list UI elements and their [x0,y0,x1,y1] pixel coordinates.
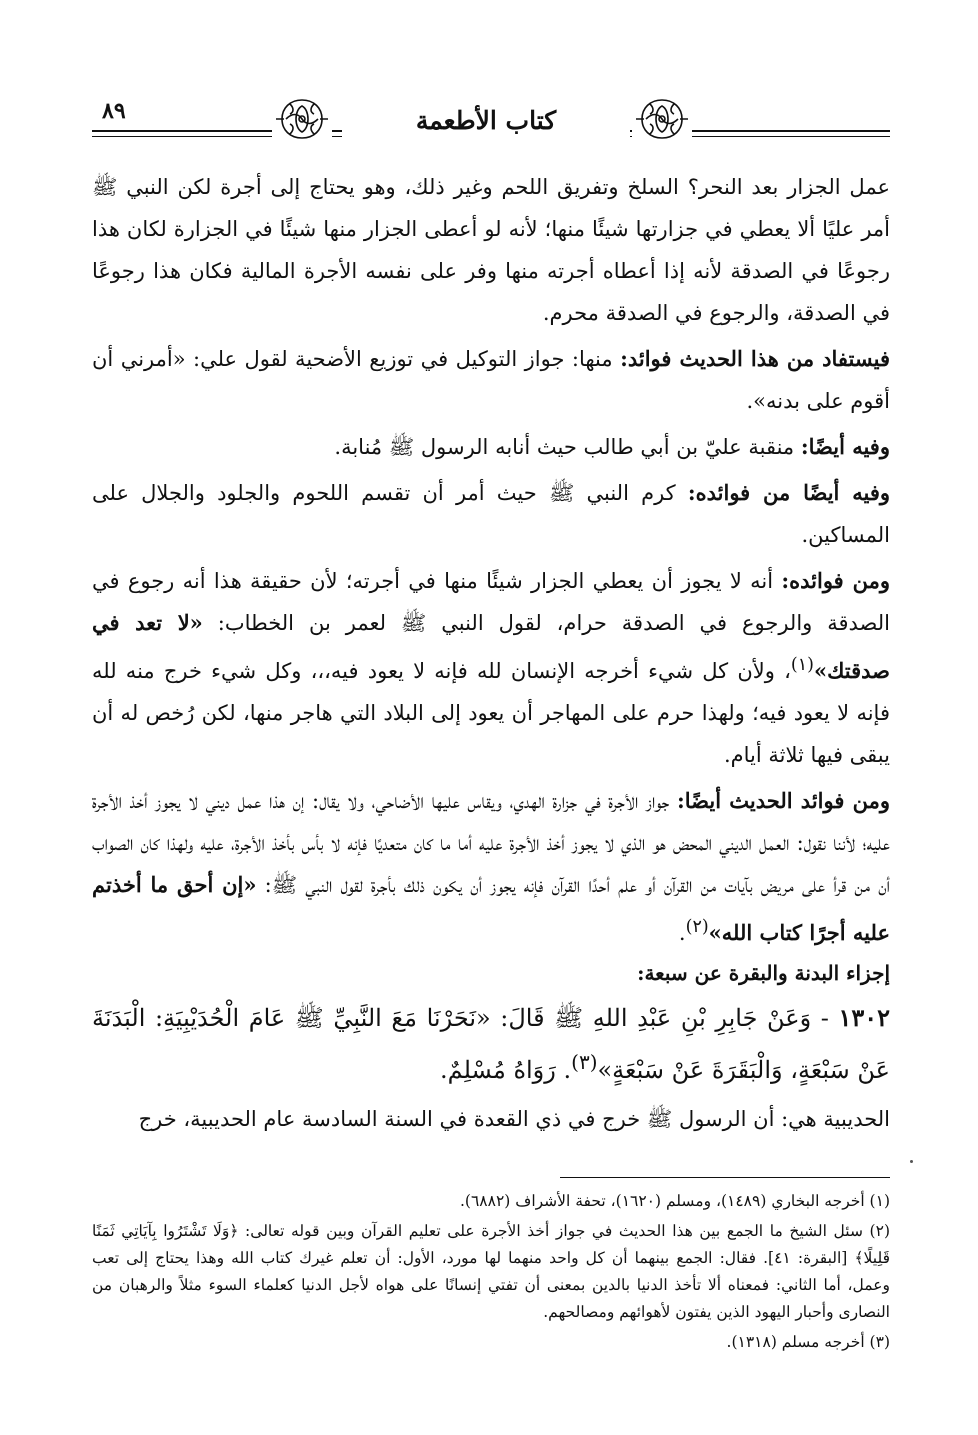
paragraph-6-end: . [678,921,686,945]
hadith-text: - وَعَنْ جَابِرِ بْنِ عَبْدِ اللهِ ﷺ قَالَ: «نَحَرْنَا مَعَ النَّبِيِّ ﷺ عَامَ الْحُدَيْبِيَةِ: الْبَدَنَةَ عَنْ سَبْعَةٍ، وَالْبَقَرَةَ عَنْ سَبْعَةٍ» [92,1004,890,1084]
hadith-1302 [92,996,890,1092]
section-heading: إجزاء البدنة والبقرة عن سبعة: [637,961,890,985]
paragraph-3 [92,426,890,468]
footnote-1: (١) أخرجه البخاري (١٤٨٩)، ومسلم (١٦٢٠)، تحفة الأشراف (٦٨٨٢). [459,1192,890,1210]
paragraph-4 [92,472,890,556]
paragraph-7: الحديبية هي: أن الرسول ﷺ خرج في ذي القعدة في السنة السادسة عام الحديبية، خرج [138,1107,890,1131]
paragraph-1: عمل الجزار بعد النحر؟ السلخ وتفريق اللحم وغير ذلك، وهو يحتاج إلى أجرة لكن النبي ﷺ أمر عليًا ألا يعطي في جزارتها شيئًا منها؛ لأنه لو أعطى الجزار منها شيئًا في الجزارة لكان هذا رجوعًا في الصدقة لأنه إذا أعطاه أجرته منها وفر على نفسه الأجرة المالية فكان هذا رجوعًا في الصدقة، والرجوع في الصدقة محرم. [92,175,890,325]
paragraph-6-lead: ومن فوائد الحديث أيضًا: [677,788,891,813]
ornament-right-icon [632,94,692,144]
paragraph-4-text: كرم النبي ﷺ حيث أمر أن تقسم اللحوم والجلود والجلال على المساكين. [92,481,890,547]
paragraph-5-rest: ، ولأن كل شيء أخرجه الإنسان لله فإنه لا يعود فيه،،، وكل شيء خرج منه لله فإنه لا يعود فيه؛ ولهذا حرم على المهاجر أن يعود إلى البلاد التي هاجر منها، لكن رُخص له أن يبقى فيها ثلاثة أيام. [92,659,890,767]
paragraph-2-lead: فيستفاد من هذا الحديث فوائد: [620,346,890,371]
main-text [92,166,890,1140]
page-number: ٨٩ [102,98,126,124]
footnote-ref-1: (١) [790,655,814,675]
paragraph-5 [92,560,890,776]
paragraph-2-text: منها: جواز التوكيل في توزيع الأضحية لقول علي: «أمرني أن أقوم على بدنه». [92,347,890,413]
ornament-left-icon [272,94,332,144]
quote-ahaqq: «إن أحق ما أخذتم عليه أجرًا كتاب الله» [92,872,890,945]
footnote-2: (٢) سئل الشيخ ما الجمع بين هذا الحديث في جواز أخذ الأجرة على تعليم القرآن وبين قوله تعالى: ﴿وَلَا تَشْتَرُوا بِآيَاتِي ثَمَنًا قَلِيلًا﴾ [البقرة: ٤١]. فقال: الجمع بينهما أن كل واحد منهما لها مورد، الأول: أن تعلم غيرك كتاب الله وهذا يحتاج إلى تعب وعمل، أما الثاني: فمعناه ألا تأخذ الدنيا بالدين بمعنى أن تفتي إنسانًا على هواه لأجل الدنيا كعلماء السوء مثلاً والرهبان من النصارى وأحبار اليهود الذين يفتون لأهوائهم ومصالحهم. [92,1222,890,1321]
paragraph-6 [92,780,890,954]
running-title: كتاب الأطعمة [342,104,630,138]
page-header [92,92,890,150]
quote-la-taud: «لا تعد في صدقتك» [92,610,890,683]
footnote-ref-2: (٢) [685,917,709,937]
paragraph-4-lead: وفيه أيضًا من فوائده: [687,480,890,505]
footnote-3: (٣) أخرجه مسلم (١٣١٨). [726,1333,890,1351]
paragraph-5-text: أنه لا يجوز أن يعطي الجزار شيئًا منها في أجرته؛ لأن حقيقة هذا أنه رجوع في الصدقة والرجوع في الصدقة حرام، لقول النبي ﷺ لعمر بن الخطاب: [92,569,891,635]
footnotes [92,1188,890,1356]
margin-dot [910,1160,913,1163]
footnote-separator [560,1177,890,1178]
footnote-ref-3: (٣) [571,1050,598,1074]
hadith-number: ١٣٠٢ [838,1003,890,1032]
hadith-source: . رَوَاهُ مُسْلِمٌ. [440,1056,572,1084]
paragraph-3-text: منقبة عليّ بن أبي طالب حيث أنابه الرسول ﷺ مُنابة. [334,435,801,459]
paragraph-3-lead: وفيه أيضًا: [800,434,890,459]
paragraph-2 [92,338,890,422]
paragraph-6-text: جواز الأجرة في جزارة الهدي، ويقاس عليها الأضاحي، ولا يقال: إن هذا عمل ديني لا يجوز أخذ الأجرة عليه؛ لأننا نقول: العمل الديني المحض هو الذي لا يجوز أخذ الأجرة عليه أما ما كان متعديًا فإنه لا بأس بأخذ الأجرة، عليه ولهذا كان الصواب أن من قرأ على مريض بآيات من القرآن أو علم أحدًا القرآن فإنه يجوز أن يكون ذلك بأجرة لقول النبي ﷺ: [92,789,890,897]
paragraph-5-lead: ومن فوائده: [781,568,890,593]
